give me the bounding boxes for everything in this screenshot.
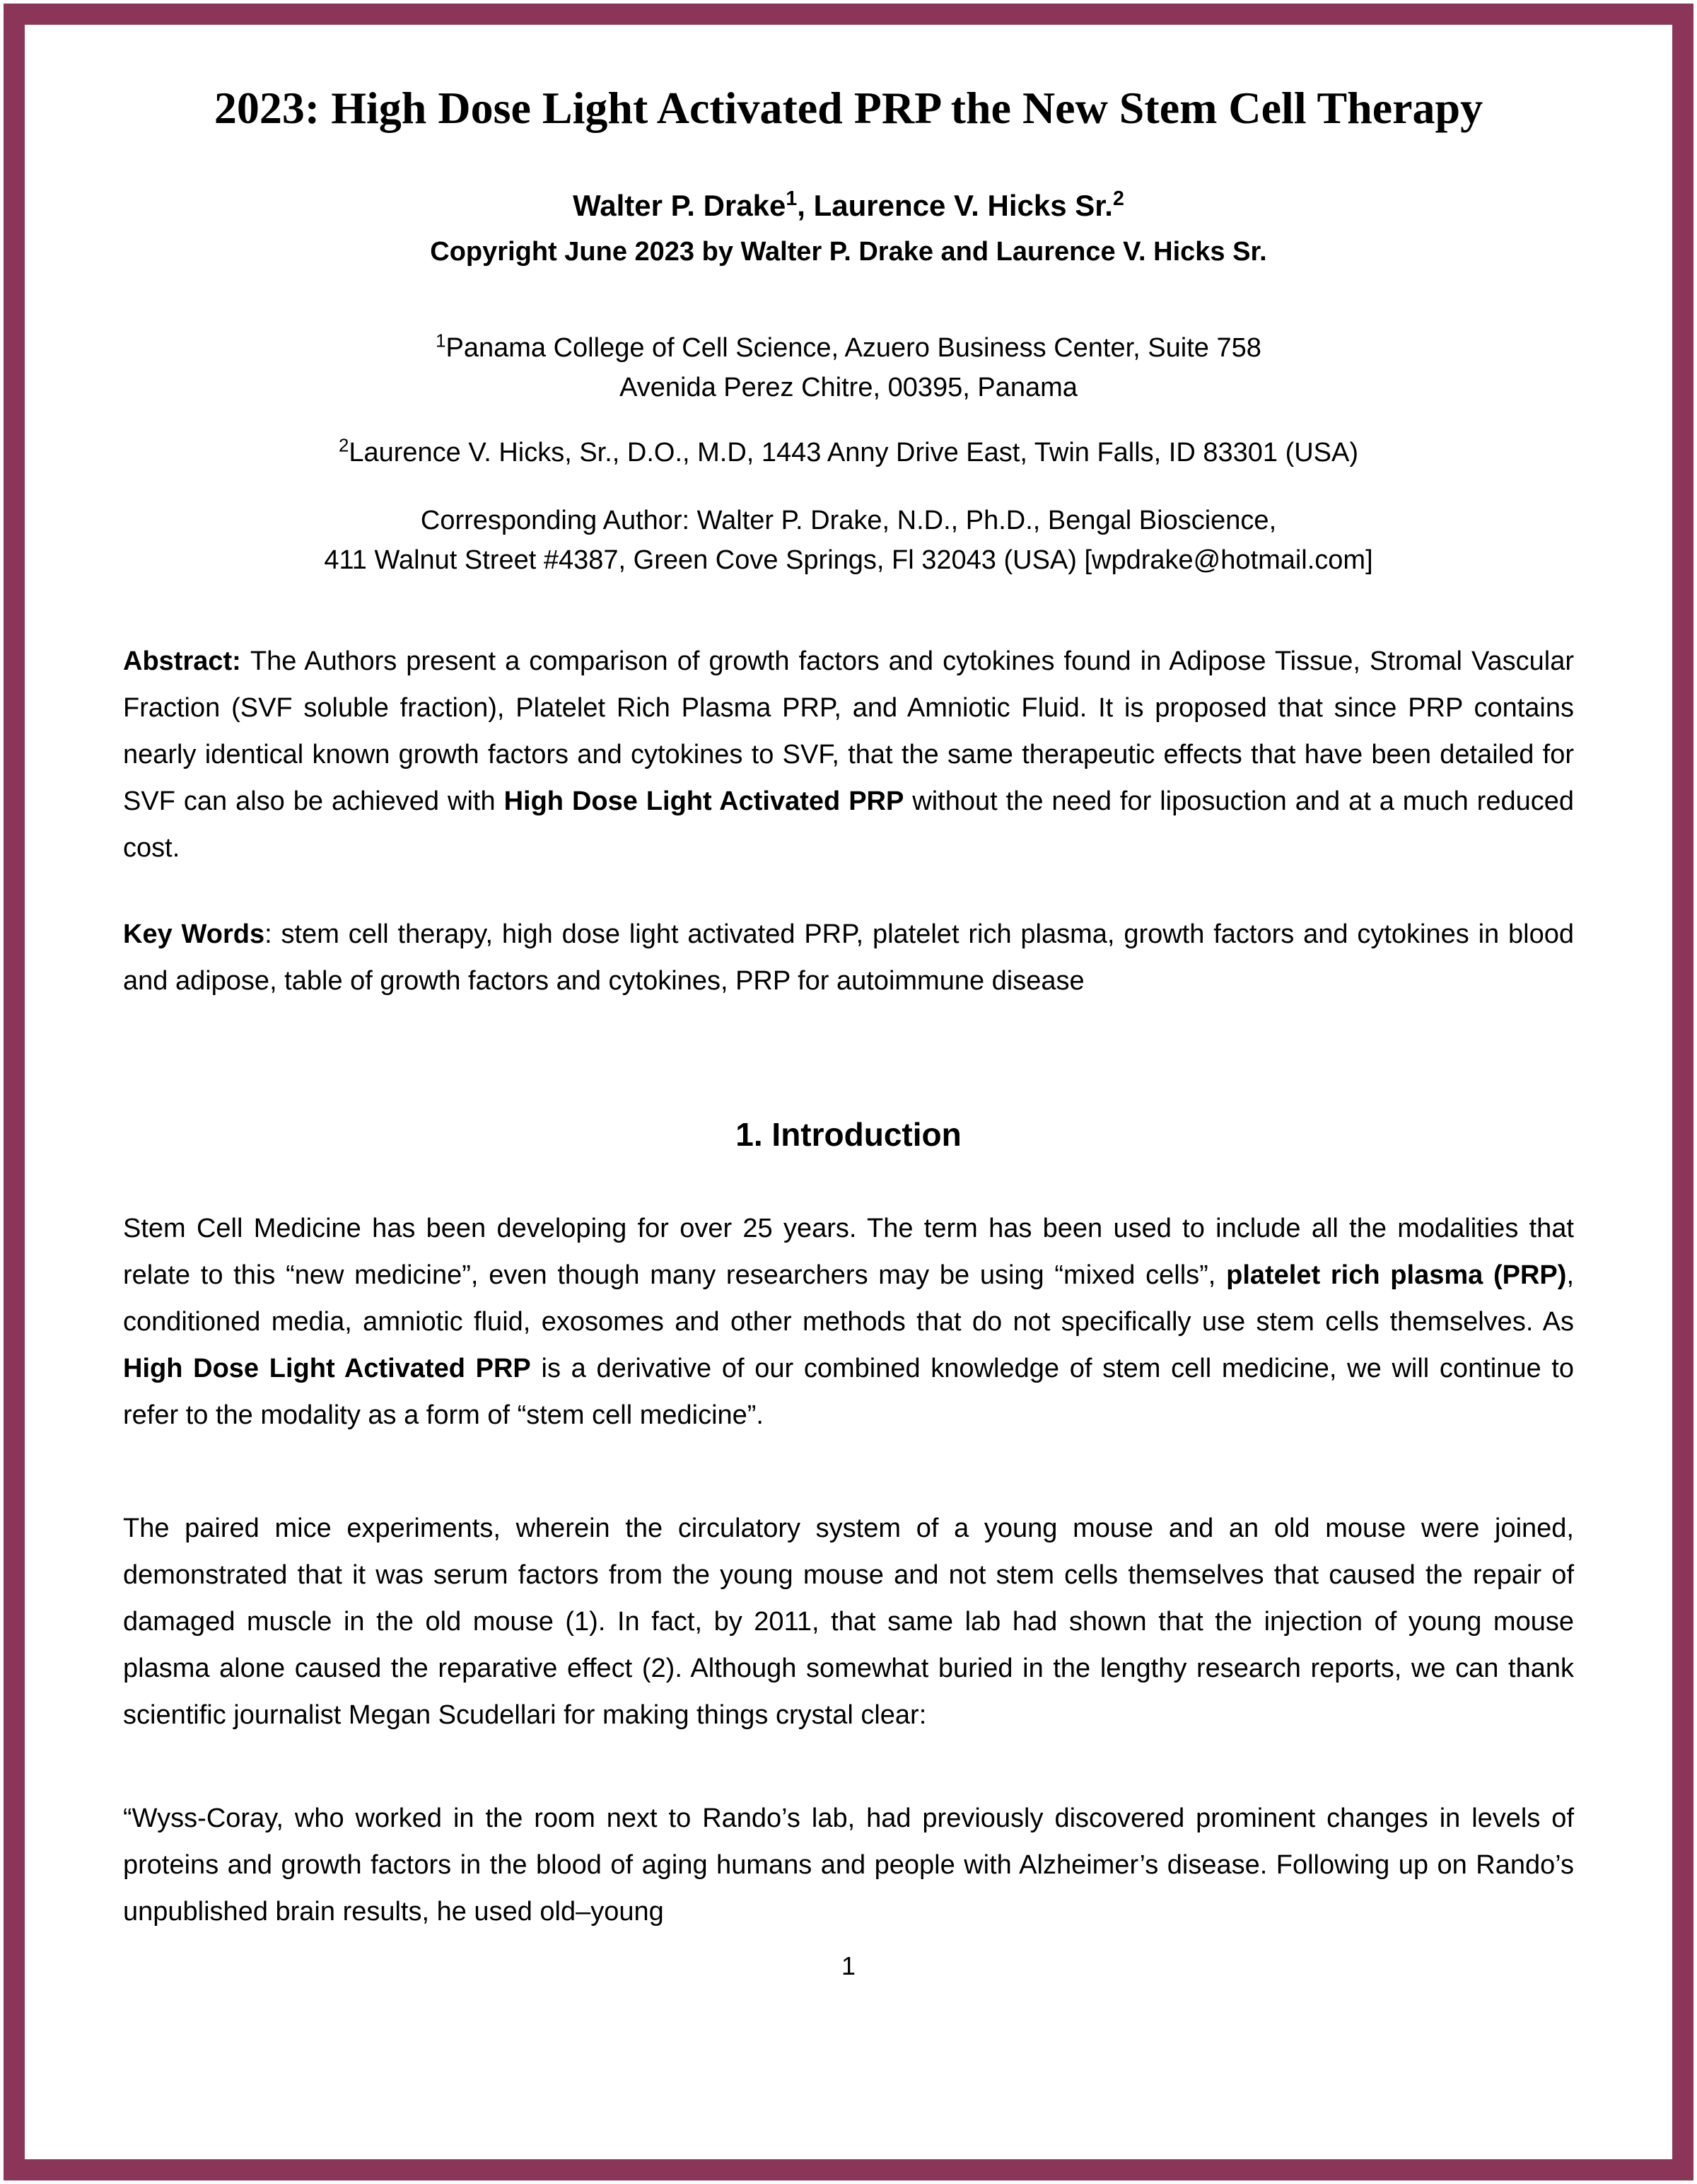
section-heading-introduction: 1. Introduction [735, 1115, 962, 1153]
paper-title: 2023: High Dose Light Activated PRP the New Stem Cell Therapy [214, 83, 1483, 133]
page-content [24, 24, 1673, 2160]
corresponding-author-line-1: Corresponding Author: Walter P. Drake, N.D., Ph.D., Bengal Bioscience, [420, 505, 1277, 535]
copyright-line: Copyright June 2023 by Walter P. Drake and Laurence V. Hicks Sr. [430, 236, 1267, 267]
corresponding-author-block [123, 501, 1574, 580]
page-number: 1 [841, 1951, 856, 1981]
keywords-paragraph: Key Words: stem cell therapy, high dose light activated PRP, platelet rich plasma, growth factors and cytokines in blood and adipose, table of growth factors and cytokines, PRP for autoimmune disease [123, 919, 1575, 996]
intro-paragraph-1: Stem Cell Medicine has been developing for over 25 years. The term has been used to include all the modalities that relate to this “new medicine”, even though many researchers may be using “mixed cells”, platelet rich plasma (PRP), conditioned media, amniotic fluid, exosomes and other methods that do not specifically use stem cells themselves. As High Dose Light Activated PRP is a derivative of our combined knowledge of stem cell medicine, we will continue to refer to the modality as a form of “stem cell medicine”. [123, 1214, 1575, 1431]
affiliation-2: $^2$Laurence V. Hicks, Sr., D.O., M.D, 1443 Anny Drive East, Twin Falls, ID 83301 (USA) [338, 435, 1359, 467]
affiliation-1 [123, 328, 1574, 407]
affiliation-1-line-1: $^1$Panama College of Cell Science, Azuero Business Center, Suite 758 [436, 330, 1261, 363]
intro-paragraph-2: The paired mice experiments, wherein the circulatory system of a young mouse and an old mouse were joined, demonstrated that it was serum factors from the young mouse and not stem cells themselves that caused the repair of damaged muscle in the old mouse (1). In fact, by 2011, that same lab had shown that the injection of young mouse plasma alone caused the reparative effect (2). Although somewhat buried in the lengthy research reports, we can thank scientific journalist Megan Scudellari for making things crystal clear: [123, 1514, 1574, 1731]
affiliation-1-line-2: Avenida Perez Chitre, 00395, Panama [619, 372, 1078, 402]
intro-paragraph-3: “Wyss-Coray, who worked in the room next to Rando’s lab, had previously discovered prominent changes in levels of proteins and growth factors in the blood of aging humans and people with Alzheimer’s disease. Following up on Rando’s unpublished brain results, he used old–young [123, 1803, 1574, 1927]
abstract-paragraph: Abstract: The Authors present a comparison of growth factors and cytokines found in Adipose Tissue, Stromal Vascular Fraction (SVF soluble fraction), Platelet Rich Plasma PRP, and Amniotic Fluid. It is proposed that since PRP contains nearly identical known growth factors and cytokines to SVF, that the same therapeutic effects that have been detailed for SVF can also be achieved with High Dose Light Activated PRP without the need for liposuction and at a much reduced cost. [123, 646, 1574, 863]
corresponding-author-line-2: 411 Walnut Street #4387, Green Cove Springs, Fl 32043 (USA) [wpdrake@hotmail.com] [324, 545, 1373, 575]
authors-line: Walter P. Drake$^1$, Laurence V. Hicks Sr.$^2$ [573, 187, 1124, 222]
